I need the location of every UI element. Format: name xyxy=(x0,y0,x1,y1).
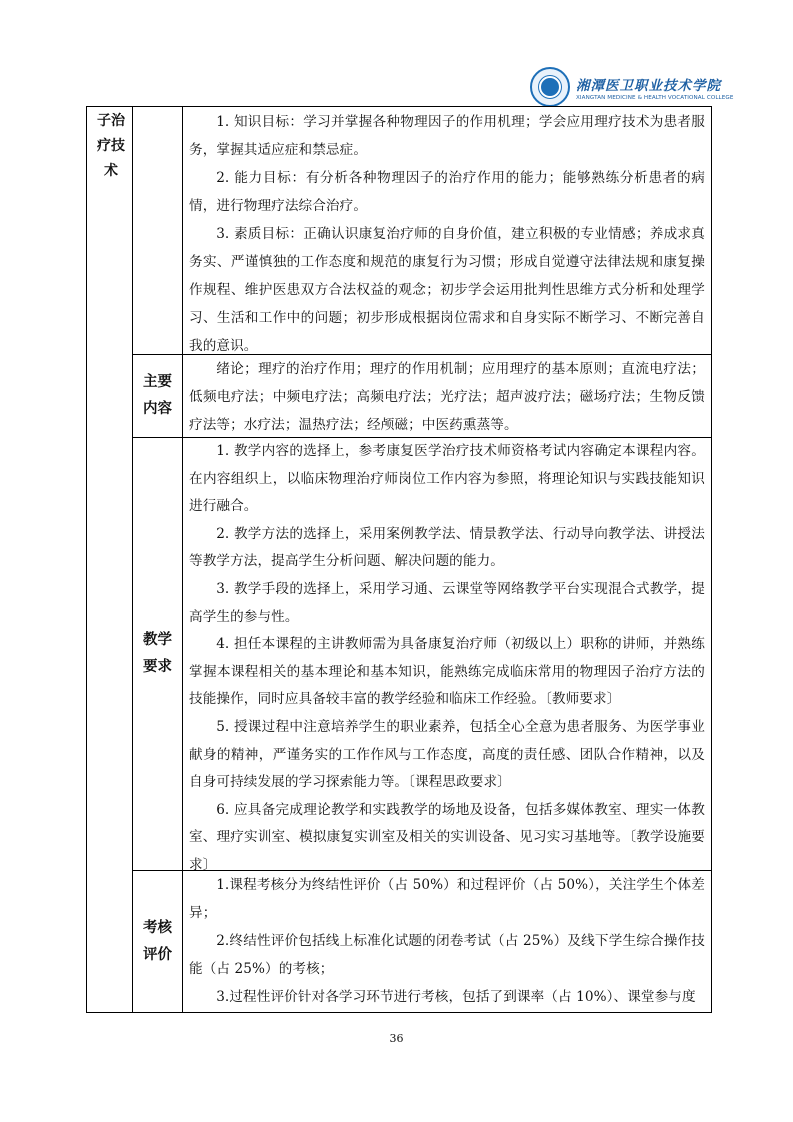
course-title: 子治 疗技 术 xyxy=(97,113,125,179)
assessment-label: 考核 评价 xyxy=(143,919,172,963)
objectives-content xyxy=(189,108,705,360)
teaching-requirements-text xyxy=(189,438,705,880)
teaching-requirements-label: 教学 要求 xyxy=(143,632,172,675)
paragraph: 2. 能力目标：有分析各种物理因子的治疗作用的能力；能够熟练分析患者的病情，进行物理疗法综合治疗。 xyxy=(189,170,705,214)
college-logo xyxy=(530,64,734,110)
course-table xyxy=(86,106,712,1013)
row-divider xyxy=(87,1012,712,1013)
paragraph: 绪论；理疗的治疗作用；理疗的作用机制；应用理疗的基本原则；直流电疗法；低频电疗法；中频电疗法；高频电疗法；光疗法；超声波疗法；磁场疗法；生物反馈疗法等；水疗法；温热疗法；经颅磁；中医药熏蒸等。 xyxy=(189,361,705,433)
paragraph: 3.过程性评价针对各学习环节进行考核，包括了到课率（占 10%）、课堂参与度 xyxy=(216,989,696,1005)
college-seal-icon xyxy=(530,67,570,107)
table-divider xyxy=(182,107,183,1013)
college-name-en: XIANGTAN MEDICINE & HEALTH VOCATIONAL COLLEGE xyxy=(576,94,734,101)
main-content-label: 主要 内容 xyxy=(143,374,172,417)
paragraph: 1. 教学内容的选择上，参考康复医学治疗技术师资格考试内容确定本课程内容。在内容组织上，以临床物理治疗师岗位工作内容为参照，将理论知识与实践技能知识进行融合。 xyxy=(189,443,705,515)
college-name-cn: 湘潭医卫职业技术学院 xyxy=(576,77,721,94)
paragraph: 5. 授课过程中注意培养学生的职业素养，包括全心全意为患者服务、为医学事业献身的精神，严谨务实的工作作风与工作态度，高度的责任感、团队合作精神，以及自身可持续发展的学习探索能力等。〔课程思政要求〕 xyxy=(189,718,705,791)
paragraph: 6. 应具备完成理论教学和实践教学的场地及设备，包括多媒体教室、理实一体教室、理疗实训室、模拟康复实训室及相关的实训设备、见习实习基地等。〔教学设施要求〕 xyxy=(189,801,705,873)
paragraph: 3. 素质目标：正确认识康复治疗师的自身价值，建立积极的专业情感；养成求真务实、严谨慎独的工作态度和规范的康复行为习惯；形成自觉遵守法律法规和康复操作规程、维护医患双方合法权益的观念；初步学会运用批判性思维方式分析和处理学习、生活和工作中的问题；初步形成根据岗位需求和自身实际不断学习、不断完善自我的意识。 xyxy=(189,226,705,354)
table-divider xyxy=(711,107,712,1013)
paragraph: 3. 教学手段的选择上，采用学习通、云课堂等网络教学平台实现混合式教学，提高学生的参与性。 xyxy=(189,580,705,625)
assessment-text xyxy=(189,871,705,1012)
main-content-text xyxy=(189,355,705,439)
paragraph: 2. 教学方法的选择上，采用案例教学法、情景教学法、行动导向教学法、讲授法等教学方法，提高学生分析问题、解决问题的能力。 xyxy=(189,525,705,570)
paragraph: 1. 知识目标：学习并掌握各种物理因子的作用机理；学会应用理疗技术为患者服务，掌握其适应症和禁忌症。 xyxy=(189,114,705,158)
paragraph: 4. 担任本课程的主讲教师需为具备康复治疗师（初级以上）职称的讲师，并熟练掌握本课程相关的基本理论和基本知识，能熟练完成临床常用的物理因子治疗方法的技能操作，同时应具备较丰富的教学经验和临床工作经验。〔教师要求〕 xyxy=(189,636,705,708)
page-number: 36 xyxy=(389,1032,404,1045)
paragraph: 1.课程考核分为终结性评价（占 50%）和过程评价（占 50%），关注学生个体差异； xyxy=(189,877,705,921)
paragraph: 2.终结性评价包括线上标准化试题的闭卷考试（占 25%）及线下学生综合操作技能（占 25%）的考核； xyxy=(189,933,705,977)
